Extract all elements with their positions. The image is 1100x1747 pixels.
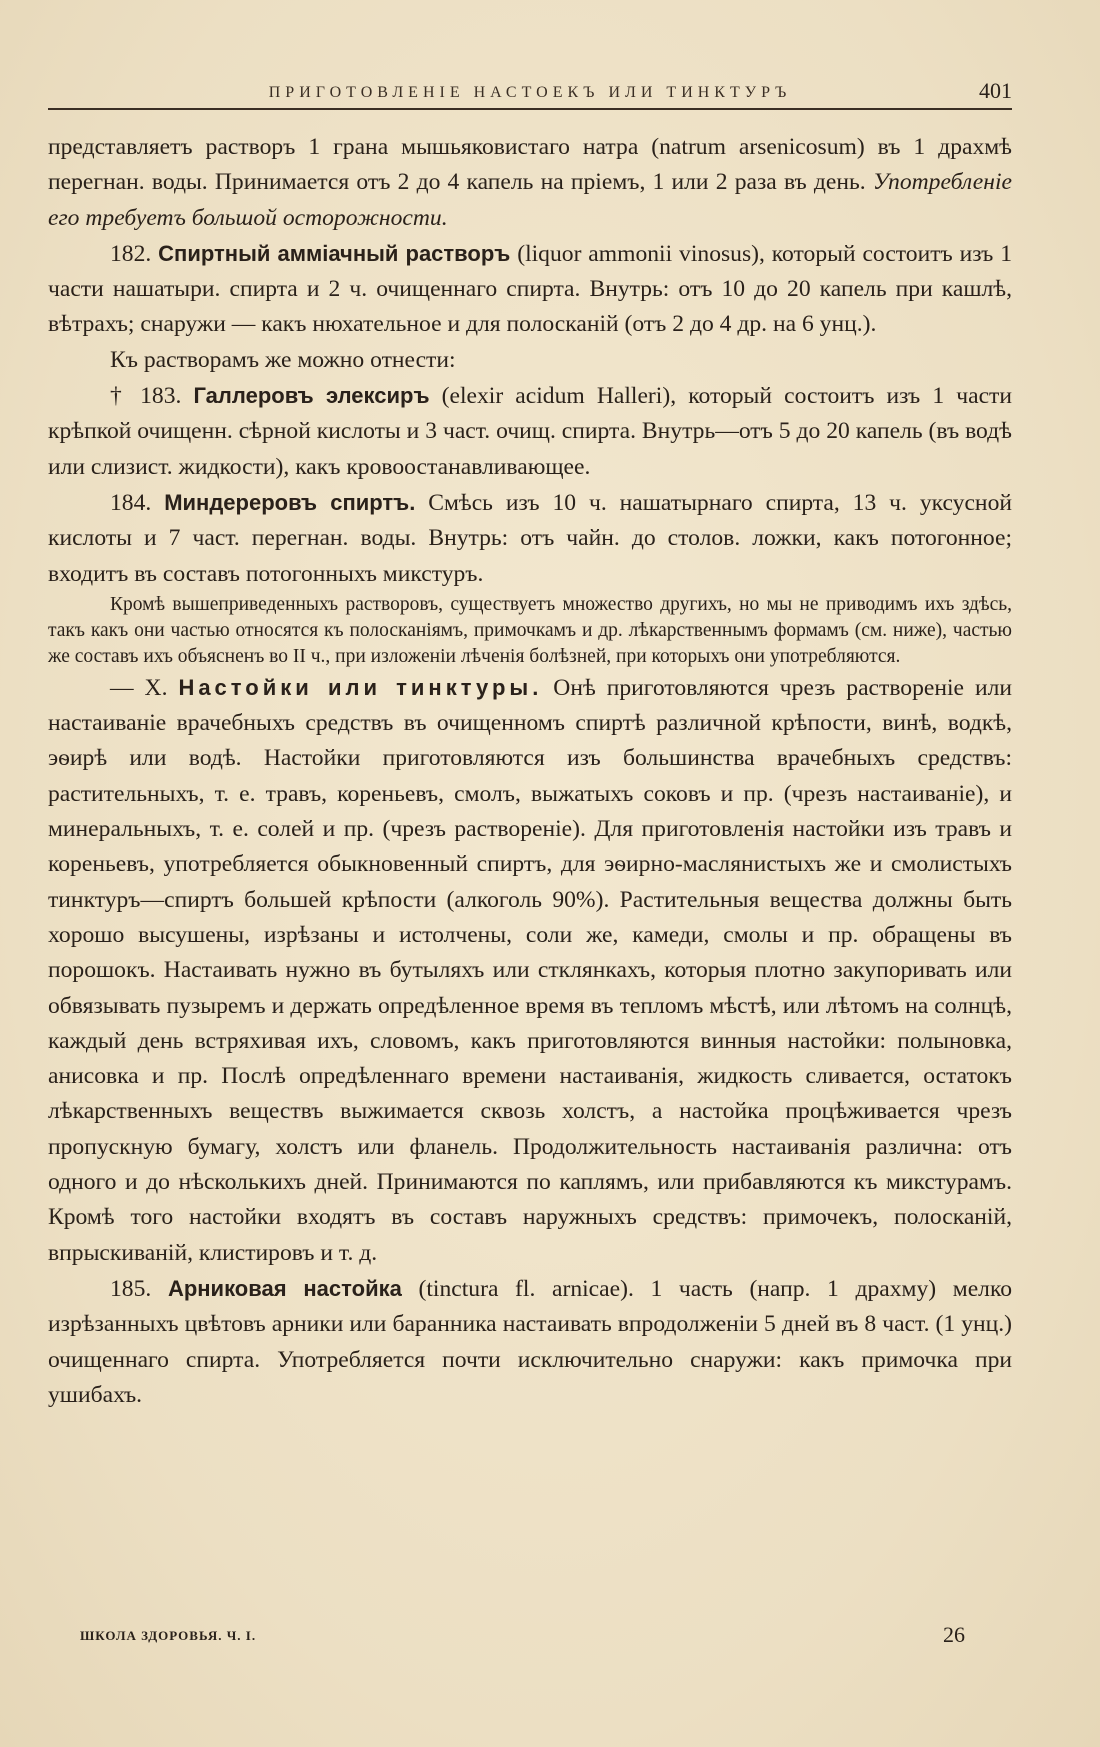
paragraph-text: представляетъ растворъ 1 грана мышьяковистаго натра (natrum arsenicosum) въ 1 драхмѣ перегнан. воды. Принимается отъ 2 до 4 капель на пріемъ, 1 или 2 раза въ день. [48,134,1012,196]
item-number: † 183. [110,383,194,410]
paragraph-text: (liquor ammonii vinosus), который состоитъ изъ 1 части нашатыри. спирта и 2 ч. очищеннаго спирта. Внутрь: отъ 10 до 20 капель при кашлѣ, вѣтрахъ; снаружи — какъ нюхательное и для полосканій (отъ 2 до 4 др. на 6 унц.). [48,240,1012,338]
item-heading: Спиртный амміачный растворъ [158,240,511,266]
sheet-number: 26 [943,1622,965,1647]
page-header [48,78,1012,108]
warning-text: Употребленіе его требуетъ большой осторожности. [48,169,1012,231]
item-heading: Миндереровъ спиртъ. [164,489,416,515]
page-body [48,130,1012,1413]
paragraph-intro: Къ растворамъ же можно отнести: [110,346,456,373]
paragraph-text: Смѣсь изъ 10 ч. нашатырнаго спирта, 13 ч. уксусной кислоты и 7 част. перегнан. воды. Внутрь: отъ чайн. до столов. ложки, какъ потогонное; входитъ въ составъ потогонныхъ микстуръ. [48,489,1012,587]
paragraph-185 [48,1271,1012,1413]
paragraph-text: (elexir acidum Halleri), который состоитъ изъ 1 части крѣпкой очищенн. сѣрной кислоты и 3 част. очищ. спирта. Внутрь—отъ 5 до 20 капель (въ водѣ или слизист. жидкости), какъ кровоостанавливающее. [48,383,1012,480]
footnote-paragraph: Кромѣ вышеприведенныхъ растворовъ, существуетъ множество другихъ, но мы не приводимъ ихъ здѣсь, такъ какъ они частью относятся къ полосканіямъ, примочкамъ и др. лѣкарственнымъ формамъ (см. ниже), частью же составъ ихъ объясненъ во II ч., при изложеніи лѣченія болѣзней, при которыхъ они употребляются. [48,593,1012,667]
paragraph-text: (tinctura fl. arnicae). 1 часть (напр. 1 драхму) мелко изрѣзанныхъ цвѣтовъ арники или баранника настаивать впродолженіи 5 дней въ 8 част. (1 унц.) очищеннаго спирта. Употребляется почти исключительно снаружи: какъ примочка при ушибахъ. [48,1275,1013,1408]
section-heading: Настойки или тинктуры. [178,674,543,700]
page-footer [80,1622,965,1652]
page-number: 401 [979,78,1012,103]
paragraph-184 [48,485,1012,592]
paragraph-182 [48,236,1012,343]
paragraph-text: Онѣ приготовляются чрезъ раствореніе или настаиваніе врачебныхъ средствъ въ очищенномъ спиртѣ различной крѣпости, винѣ, водкѣ, эѳирѣ или водѣ. Настойки приготовляются изъ большинства врачебныхъ средствъ: растительныхъ, т. е. травъ, кореньевъ, смолъ, выжатыхъ соковъ и пр. (чрезъ настаиваніе), и минеральныхъ, т. е. солей и пр. (чрезъ раствореніе). Для приготовленія настойки изъ травъ и кореньевъ, употребляется обыкновенный спиртъ, для эѳирно-маслянистыхъ же и смолистыхъ тинктуръ—спиртъ большей крѣпости (алкоголь 90%). Растительныя вещества должны быть хорошо высушены, изрѣзаны и истолчены, соли же, камеди, смолы и пр. обращены въ порошокъ. Настаивать нужно въ бутыляхъ или стклянкахъ, которыя плотно закупоривать или обвязывать пузыремъ и держать опредѣленное время въ тепломъ мѣстѣ, или лѣтомъ на солнцѣ, каждый день встряхивая ихъ, словомъ, какъ приготовляются винныя настойки: полыновка, анисовка и пр. Послѣ опредѣленнаго времени настаиванія, жидкость сливается, остатокъ лѣкарственныхъ веществъ выжимается сквозь холстъ, а настойка процѣживается чрезъ пропускную бумагу, холстъ или фланель. Продолжительность настаиванія различна: отъ одного и до нѣсколькихъ дней. Принимаются по каплямъ, или прибавляются къ микстурамъ. Кромѣ того настойки входятъ въ составъ наружныхъ средствъ: примочекъ, полосканій, впрыскиваній, клистировъ и т. д. [48,674,1013,1266]
item-number: 182. [110,240,159,267]
paragraph-183 [48,378,1012,485]
paragraph-section-x [48,670,1012,1271]
section-prefix: — X. [110,674,179,701]
item-heading: Галлеровъ элексиръ [193,383,430,409]
paragraph-continuation [48,130,1012,236]
item-heading: Арниковая настойка [167,1275,402,1301]
item-number: 184. [110,489,165,516]
item-number: 185. [110,1275,168,1302]
printer-signature: ШКОЛА ЗДОРОВЬЯ. Ч. I. [80,1628,257,1643]
running-title: ПРИГОТОВЛЕНІЕ НАСТОЕКЪ ИЛИ ТИНКТУРЪ [268,84,792,101]
header-rule [48,108,1012,110]
